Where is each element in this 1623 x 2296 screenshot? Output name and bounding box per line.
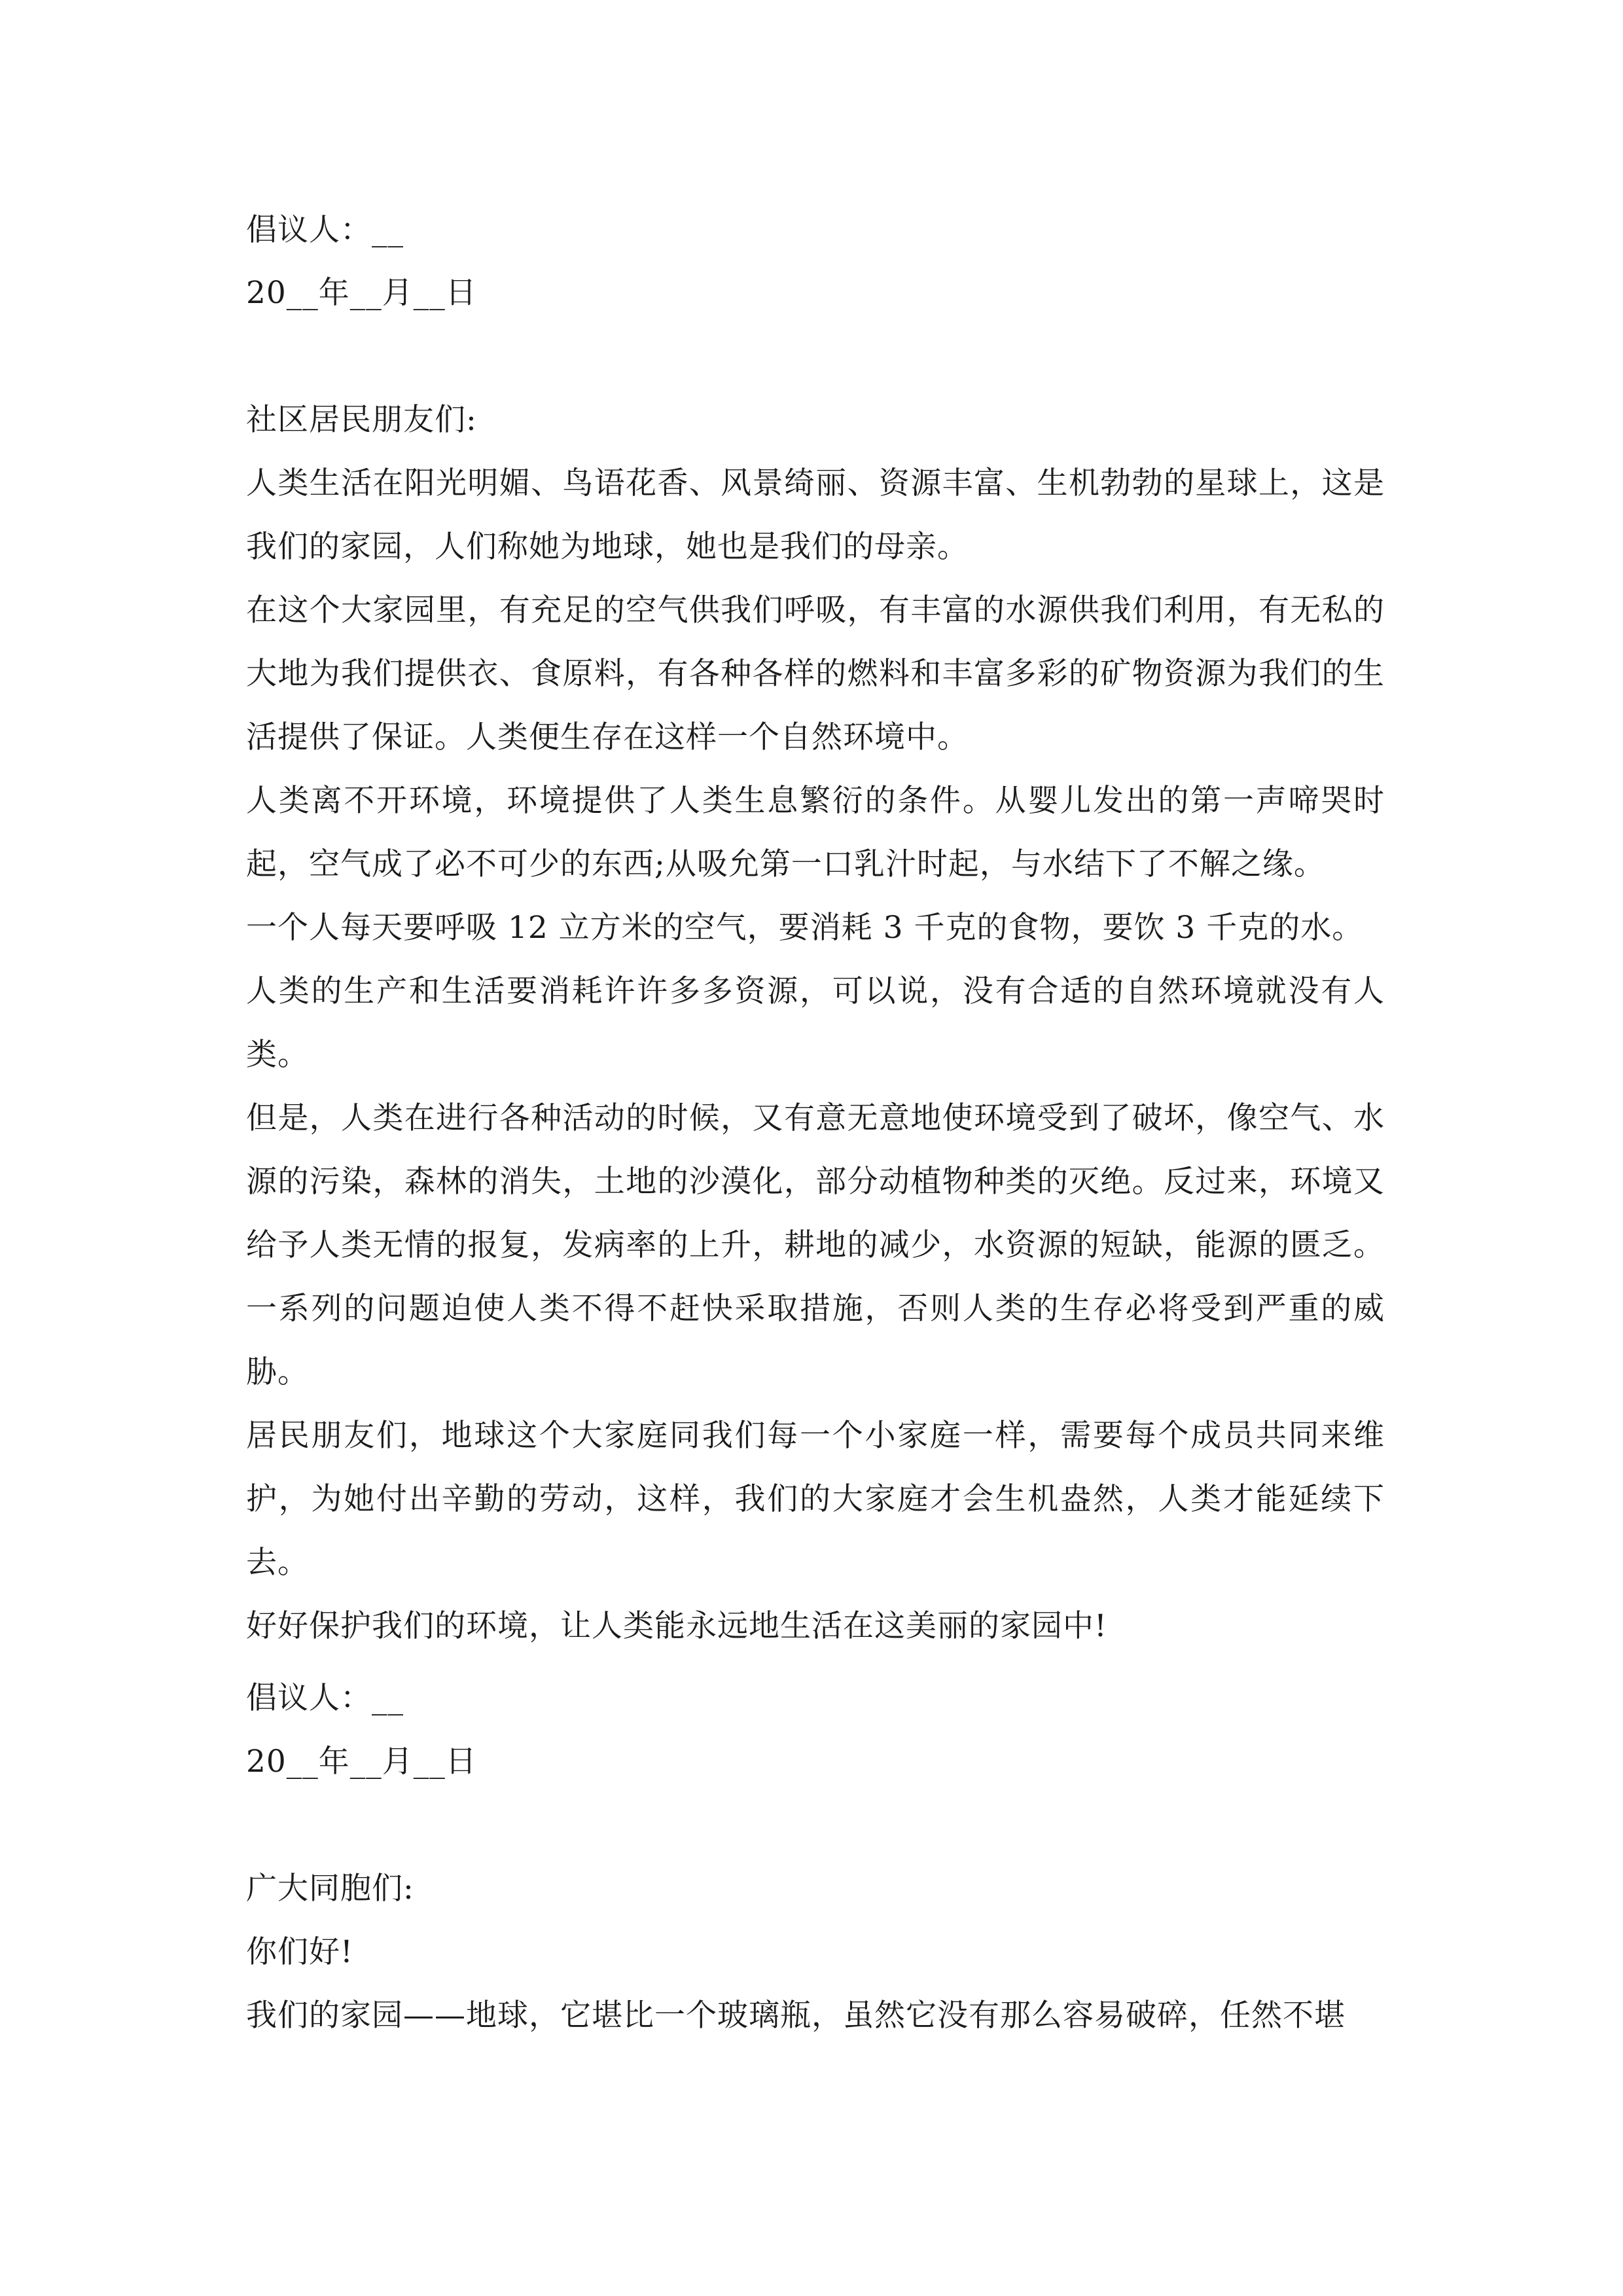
paragraph: 居民朋友们，地球这个大家庭同我们每一个小家庭一样，需要每个成员共同来维护，为她付出辛勤的劳动，这样，我们的大家庭才会生机盎然，人类才能延续下去。 [246,1418,1385,1581]
paragraph: 人类离不开环境，环境提供了人类生息繁衍的条件。从婴儿发出的第一声啼哭时起，空气成了必不可少的东西;从吸允第一口乳汁时起，与水结下了不解之缘。 [246,783,1385,882]
paragraph: 一个人每天要呼吸 12 立方米的空气，要消耗 3 千克的食物，要饮 3 千克的水。 [246,910,1364,946]
salutation: 社区居民朋友们: [246,402,477,438]
signer-line: 倡议人：__ [246,212,404,248]
greeting: 你们好! [246,1934,353,1970]
signer-line: 倡议人：__ [246,1680,404,1716]
paragraph: 人类生活在阳光明媚、鸟语花香、风景绮丽、资源丰富、生机勃勃的星球上，这是我们的家园，人们称她为地球，她也是我们的母亲。 [246,465,1385,565]
date-line: 20__年__月__日 [246,1744,477,1780]
paragraph: 但是，人类在进行各种活动的时候，又有意无意地使环境受到了破坏，像空气、水源的污染，森林的消失，土地的沙漠化，部分动植物种类的灭绝。反过来，环境又给予人类无情的报复，发病率的上升，耕地的减少，水资源的短缺，能源的匮乏。一系列的问题迫使人类不得不赶快采取措施，否则人类的生存必将受到严重的威胁。 [246,1100,1385,1390]
paragraph-first-line: 我们的家园——地球，它堪比一个玻璃瓶，虽然它没有那么容易破碎，任然不堪 [246,1998,1346,2034]
paragraph: 好好保护我们的环境，让人类能永远地生活在这美丽的家园中! [246,1608,1107,1644]
salutation: 广大同胞们: [246,1871,414,1907]
paragraph: 在这个大家园里，有充足的空气供我们呼吸，有丰富的水源供我们利用，有无私的大地为我们提供衣、食原料，有各种各样的燃料和丰富多彩的矿物资源为我们的生活提供了保证。人类便生存在这样一个自然环境中。 [246,592,1385,755]
date-line: 20__年__月__日 [246,275,477,311]
paragraph: 人类的生产和生活要消耗许许多多资源，可以说，没有合适的自然环境就没有人类。 [246,973,1385,1073]
